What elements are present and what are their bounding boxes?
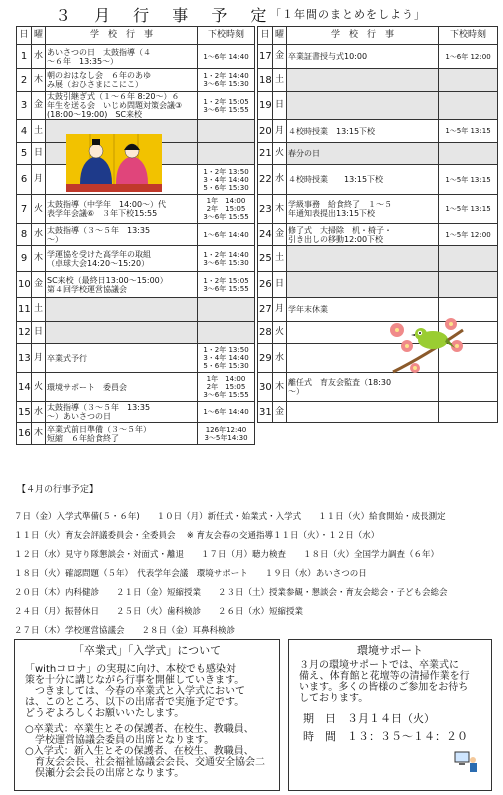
event-cell	[46, 272, 198, 298]
weekday: 金	[273, 45, 287, 69]
day-number: 17	[258, 45, 273, 69]
calendar-header	[258, 27, 498, 45]
dismissal-cell	[439, 224, 498, 246]
dismissal-line: 5・6年 15:30	[203, 362, 249, 370]
dismissal-line: 2年 15:05	[206, 383, 246, 391]
event-cell	[46, 322, 198, 344]
dismissal-cell	[198, 120, 255, 143]
event-line: 春分の日	[288, 149, 320, 158]
calendar-row	[258, 143, 498, 165]
weekday: 火	[273, 143, 287, 165]
dismissal-cell	[198, 272, 255, 298]
page-title: ３ 月 行 事 予 定	[55, 6, 276, 25]
dismissal-line: 1～5年 13:15	[445, 175, 491, 184]
dismissal-line: 3・4年 14:40	[203, 354, 249, 362]
day-number: 30	[258, 373, 273, 402]
weekday: 土	[32, 298, 46, 322]
day-number: 14	[17, 373, 32, 402]
weekday: 月	[273, 298, 287, 322]
calendar-row	[17, 195, 255, 224]
day-number: 24	[258, 224, 273, 246]
event-cell	[287, 120, 439, 143]
event-cell	[287, 69, 439, 92]
dismissal-cell	[439, 272, 498, 298]
dismissal-line: 1～6年 14:40	[203, 230, 249, 239]
event-line: 太鼓指導（３～５年 13:35	[47, 403, 151, 412]
dismissal-cell	[198, 92, 255, 120]
dismissal-line: 1・2年 13:50	[203, 167, 249, 176]
calendar-row	[17, 423, 255, 445]
dismissal-line: 3～6年 15:30	[203, 258, 249, 267]
day-number: 8	[17, 224, 32, 246]
weekday: 木	[32, 246, 46, 272]
calendar-row	[258, 45, 498, 69]
col-weekday: 曜	[32, 27, 46, 45]
dismissal-cell	[439, 402, 498, 423]
ceremony-notice-body	[25, 664, 265, 779]
day-number: 1	[17, 45, 32, 69]
dismissal-cell	[439, 120, 498, 143]
event-cell	[46, 298, 198, 322]
april-line: ２７日（木）学校運営協議会 ２８日（金）耳鼻科検診	[14, 626, 236, 636]
dismissal-cell	[439, 45, 498, 69]
event-cell	[46, 69, 198, 92]
calendar-row	[17, 344, 255, 373]
day-number: 21	[258, 143, 273, 165]
event-cell	[46, 373, 198, 402]
weekday: 木	[32, 423, 46, 445]
event-line: あいさつの日 太鼓指導（４	[47, 47, 151, 57]
dismissal-line: 1～6年 14:40	[203, 52, 249, 61]
notice-line: どうぞよろしくお願いいたします。	[25, 708, 185, 719]
event-line: 太鼓引継ぎ式（１～６年 8:20～）６	[47, 92, 180, 101]
calendar-row	[17, 224, 255, 246]
weekday: 水	[273, 344, 287, 373]
weekday: 土	[32, 120, 46, 143]
event-line: 学運協を受けた高学年の取組	[47, 249, 151, 259]
dismissal-line: 1～5年 13:15	[445, 127, 491, 135]
weekday: 火	[32, 373, 46, 402]
event-cell	[287, 143, 439, 165]
event-line: ～）	[47, 234, 63, 244]
weekday: 金	[273, 224, 287, 246]
col-day: 日	[17, 27, 32, 45]
event-cell	[46, 195, 198, 224]
notice-line: 「withコロナ」の実現に向け、本校でも感染対	[25, 664, 236, 675]
calendar-row	[17, 402, 255, 423]
calendar-row	[17, 45, 255, 69]
event-line: (18:00～19:00) SC来校	[47, 110, 143, 119]
ceremony-notice-title: 「卒業式」「入学式」について	[72, 644, 222, 657]
event-line: SC来校（最終日13:00～15:00）	[47, 275, 168, 285]
day-number: 23	[258, 195, 273, 224]
event-line: 朝のおはなし会 ６年のあゆ	[47, 71, 151, 80]
weekday: 日	[273, 92, 287, 120]
day-number: 6	[17, 165, 32, 195]
event-cell	[287, 92, 439, 120]
day-number: 7	[17, 195, 32, 224]
dismissal-cell	[198, 45, 255, 69]
dismissal-line: 1年 14:00	[206, 375, 246, 383]
dismissal-line: 1～6年 14:40	[203, 408, 249, 416]
april-line: ２４日（月）振替休日 ２５日（火）歯科検診 ２６日（水）短縮授業	[14, 607, 304, 617]
weekday: 日	[32, 322, 46, 344]
dismissal-cell	[198, 373, 255, 402]
day-number: 31	[258, 402, 273, 423]
notice-line: は、このところ、以下の出席者で実施予定です。	[25, 697, 245, 708]
dismissal-line: 1・2年 15:05	[203, 276, 249, 285]
event-line: ～６年 13:35～）	[47, 56, 119, 66]
weekday: 月	[273, 120, 287, 143]
event-line: 修了式 大掃除 机・椅子・	[288, 225, 392, 235]
weekday: 水	[32, 224, 46, 246]
event-cell	[287, 195, 439, 224]
weekday: 木	[32, 69, 46, 92]
day-number: 18	[258, 69, 273, 92]
event-cell	[46, 224, 198, 246]
day-number: 15	[17, 402, 32, 423]
event-line: 引き出しの移動12:00下校	[288, 234, 384, 244]
notice-line: ○卒業式：卒業生とその保護者、在校生、教職員、	[25, 724, 254, 735]
april-line: １２日（水）見守り隊懇談会・対面式・離退 １７日（月）聴力検査 １８日（火）全国学力調査（６年）	[14, 550, 440, 560]
support-line: 備え、体育館と花壇等の清掃作業を行	[299, 671, 470, 682]
col-dismissal: 下校時刻	[439, 27, 498, 45]
day-number: 27	[258, 298, 273, 322]
event-cell	[287, 272, 439, 298]
dismissal-cell	[439, 195, 498, 224]
col-dismissal: 下校時刻	[198, 27, 255, 45]
dismissal-line: 3～6年 15:55	[203, 284, 249, 293]
event-line: ～）	[288, 387, 304, 396]
dismissal-line: 1～6年 12:00	[445, 52, 491, 61]
dismissal-cell	[198, 165, 255, 195]
weekday: 月	[32, 165, 46, 195]
dismissal-line: 3～6年 15:55	[203, 105, 249, 114]
calendar-row	[17, 92, 255, 120]
support-line: しております。	[299, 693, 369, 704]
day-number: 3	[17, 92, 32, 120]
col-events: 学 校 行 事	[287, 27, 439, 45]
dismissal-cell	[198, 143, 255, 165]
col-events: 学 校 行 事	[46, 27, 198, 45]
dismissal-line: 1年 14:00	[206, 197, 246, 205]
notice-line: 学校運営協議会委員の出席となります。	[25, 735, 215, 746]
computer-user-icon	[453, 748, 479, 774]
calendar-row	[258, 92, 498, 120]
day-number: 12	[17, 322, 32, 344]
day-number: 11	[17, 298, 32, 322]
event-line: 太鼓指導（３～５年 13:35	[47, 225, 151, 235]
calendar-row	[258, 195, 498, 224]
dismissal-line: 1・2年 14:40	[203, 250, 249, 259]
april-line: １１日（火）育友会評議委員会・全委員会 ※ 育友会春の交通指導１１日（火）・１２日（水）	[14, 531, 380, 541]
day-number: 29	[258, 344, 273, 373]
event-line: 学年末休業	[288, 305, 328, 314]
support-line: います。多くの皆様のご参加をお待ち	[299, 682, 469, 693]
event-cell	[287, 45, 439, 69]
day-number: 16	[17, 423, 32, 445]
day-number: 10	[17, 272, 32, 298]
event-cell	[287, 402, 439, 423]
notice-line: 策を十分に講じながら行事を開催していきます。	[25, 675, 245, 686]
env-support-time: 時 間 １３：３５～１４：２０	[303, 730, 468, 743]
dismissal-cell	[439, 246, 498, 272]
hina-dolls-illustration	[66, 134, 162, 192]
day-number: 5	[17, 143, 32, 165]
calendar-row	[258, 120, 498, 143]
event-cell	[46, 45, 198, 69]
dismissal-line: 1・2年 15:05	[203, 97, 249, 106]
event-line: 表学年会議⑥ ３年下校15:55	[47, 209, 158, 218]
dismissal-line: 1・2年 14:40	[203, 72, 249, 80]
notice-line: 俣瀬分会会長の出席となります。	[25, 768, 185, 779]
support-line: ３月の環境サポートでは、卒業式に	[299, 660, 459, 671]
page-subtitle: 「１年間のまとめをしよう」	[270, 8, 426, 21]
day-number: 2	[17, 69, 32, 92]
dismissal-line: 3～5年14:30	[204, 433, 248, 442]
dismissal-line: 1・2年 13:50	[203, 346, 249, 354]
event-cell	[287, 246, 439, 272]
weekday: 木	[273, 373, 287, 402]
calendar-row	[17, 322, 255, 344]
day-number: 22	[258, 165, 273, 195]
dismissal-cell	[198, 344, 255, 373]
dismissal-line: 3～6年 15:55	[203, 391, 249, 399]
dismissal-line: 3～6年 15:55	[203, 213, 249, 221]
dismissal-line: 1～5年 12:00	[445, 230, 491, 239]
weekday: 土	[273, 246, 287, 272]
event-line: 卒業証書授与式10:00	[288, 52, 368, 61]
calendar-row	[258, 246, 498, 272]
event-line: 第４回学校運営協議会	[47, 284, 127, 294]
calendar-row	[258, 165, 498, 195]
weekday: 木	[273, 195, 287, 224]
calendar-row	[258, 224, 498, 246]
dismissal-cell	[439, 92, 498, 120]
event-cell	[46, 92, 198, 120]
weekday: 月	[32, 344, 46, 373]
weekday: 土	[273, 69, 287, 92]
event-cell	[287, 224, 439, 246]
event-line: 太鼓指導（中学年 14:00～）代	[47, 200, 167, 209]
event-line: み展（おひさまにこにこ）	[47, 80, 143, 89]
calendar-row	[258, 402, 498, 423]
april-line: １８日（火）確認問題（５年） 代表学年会議 環境サポート １９日（水）あいさつの日	[14, 569, 367, 579]
day-number: 4	[17, 120, 32, 143]
weekday: 火	[32, 195, 46, 224]
weekday: 水	[273, 165, 287, 195]
col-weekday: 曜	[273, 27, 287, 45]
april-title: 【４月の行事予定】	[17, 485, 99, 495]
day-number: 20	[258, 120, 273, 143]
page-header	[0, 3, 503, 25]
dismissal-cell	[198, 423, 255, 445]
dismissal-cell	[198, 69, 255, 92]
col-day: 日	[258, 27, 273, 45]
event-cell	[46, 423, 198, 445]
weekday: 火	[273, 322, 287, 344]
calendar-row	[17, 298, 255, 322]
env-support-body	[299, 660, 470, 704]
dismissal-line: 5・6年 15:30	[203, 183, 249, 192]
weekday: 金	[273, 402, 287, 423]
day-number: 13	[17, 344, 32, 373]
day-number: 19	[258, 92, 273, 120]
dismissal-cell	[439, 165, 498, 195]
calendar-row	[17, 246, 255, 272]
dismissal-line: 126年12:40	[205, 425, 247, 434]
dismissal-cell	[198, 322, 255, 344]
weekday: 日	[273, 272, 287, 298]
calendar-row	[17, 272, 255, 298]
event-line: 卒業式予行	[47, 353, 87, 363]
day-number: 26	[258, 272, 273, 298]
calendar-left	[16, 26, 255, 445]
april-line: ２０日（木）内科健診 ２１日（金）短縮授業 ２３日（土）授業参観・懇談会・育友会総会・子ども会総会	[14, 588, 448, 598]
bird-plum-illustration	[385, 316, 465, 378]
event-cell	[46, 344, 198, 373]
dismissal-cell	[198, 224, 255, 246]
dismissal-line: 3～6年 15:30	[203, 80, 249, 88]
dismissal-cell	[198, 195, 255, 224]
calendar-row	[258, 69, 498, 92]
dismissal-cell	[439, 143, 498, 165]
april-line: ７日（金）入学式準備(５・６年) １０日（月）新任式・始業式・入学式 １１日（火）給食開始・成長測定	[14, 512, 446, 522]
day-number: 9	[17, 246, 32, 272]
dismissal-line: 2年 15:05	[206, 205, 246, 213]
notice-line: つきましては、今春の卒業式と入学式において	[25, 686, 245, 697]
event-line: 年生を送る会 いじめ問題対策会議③	[47, 101, 183, 110]
event-line: ４校時授業 13:15下校	[288, 175, 384, 184]
event-cell	[287, 165, 439, 195]
ceremony-notice-box	[14, 639, 280, 791]
env-support-date: 期 日 ３月１４日（火）	[303, 712, 435, 725]
day-number: 28	[258, 322, 273, 344]
event-line: 年通知表提出13:15下校	[288, 209, 376, 218]
calendar-header	[17, 27, 255, 45]
dismissal-cell	[198, 246, 255, 272]
calendar-row	[258, 272, 498, 298]
event-line: ～）あいさつの日	[47, 412, 111, 421]
calendar-row	[17, 373, 255, 402]
notice-line: 育友会会長、社会福祉協議会会長、交通安全協会二	[25, 757, 265, 768]
weekday: 金	[32, 272, 46, 298]
event-line: （卓球大会14:20～15:20）	[47, 258, 150, 268]
day-number: 25	[258, 246, 273, 272]
dismissal-cell	[439, 69, 498, 92]
notice-line: ○入学式：新入生とその保護者、在校生、教職員、	[25, 746, 254, 757]
weekday: 水	[32, 402, 46, 423]
event-line: 学級事務 給食終了 １～５	[288, 200, 392, 209]
dismissal-line: 3・4年 14:40	[203, 175, 249, 184]
weekday: 金	[32, 92, 46, 120]
event-line: 離任式 育友会監査（18:30	[288, 378, 392, 387]
dismissal-cell	[198, 402, 255, 423]
event-cell	[46, 402, 198, 423]
env-support-title: 環境サポート	[357, 644, 423, 657]
event-line: 卒業式前日準備（３～５年）	[47, 424, 151, 434]
calendar-row	[17, 69, 255, 92]
event-line: 環境サポート 委員会	[47, 382, 127, 392]
weekday: 水	[32, 45, 46, 69]
event-cell	[46, 246, 198, 272]
event-line: 短縮 ６年給食終了	[47, 433, 119, 443]
weekday: 日	[32, 143, 46, 165]
dismissal-cell	[198, 298, 255, 322]
event-line: ４校時授業 13:15下校	[288, 126, 376, 136]
dismissal-line: 1～5年 13:15	[445, 205, 491, 213]
